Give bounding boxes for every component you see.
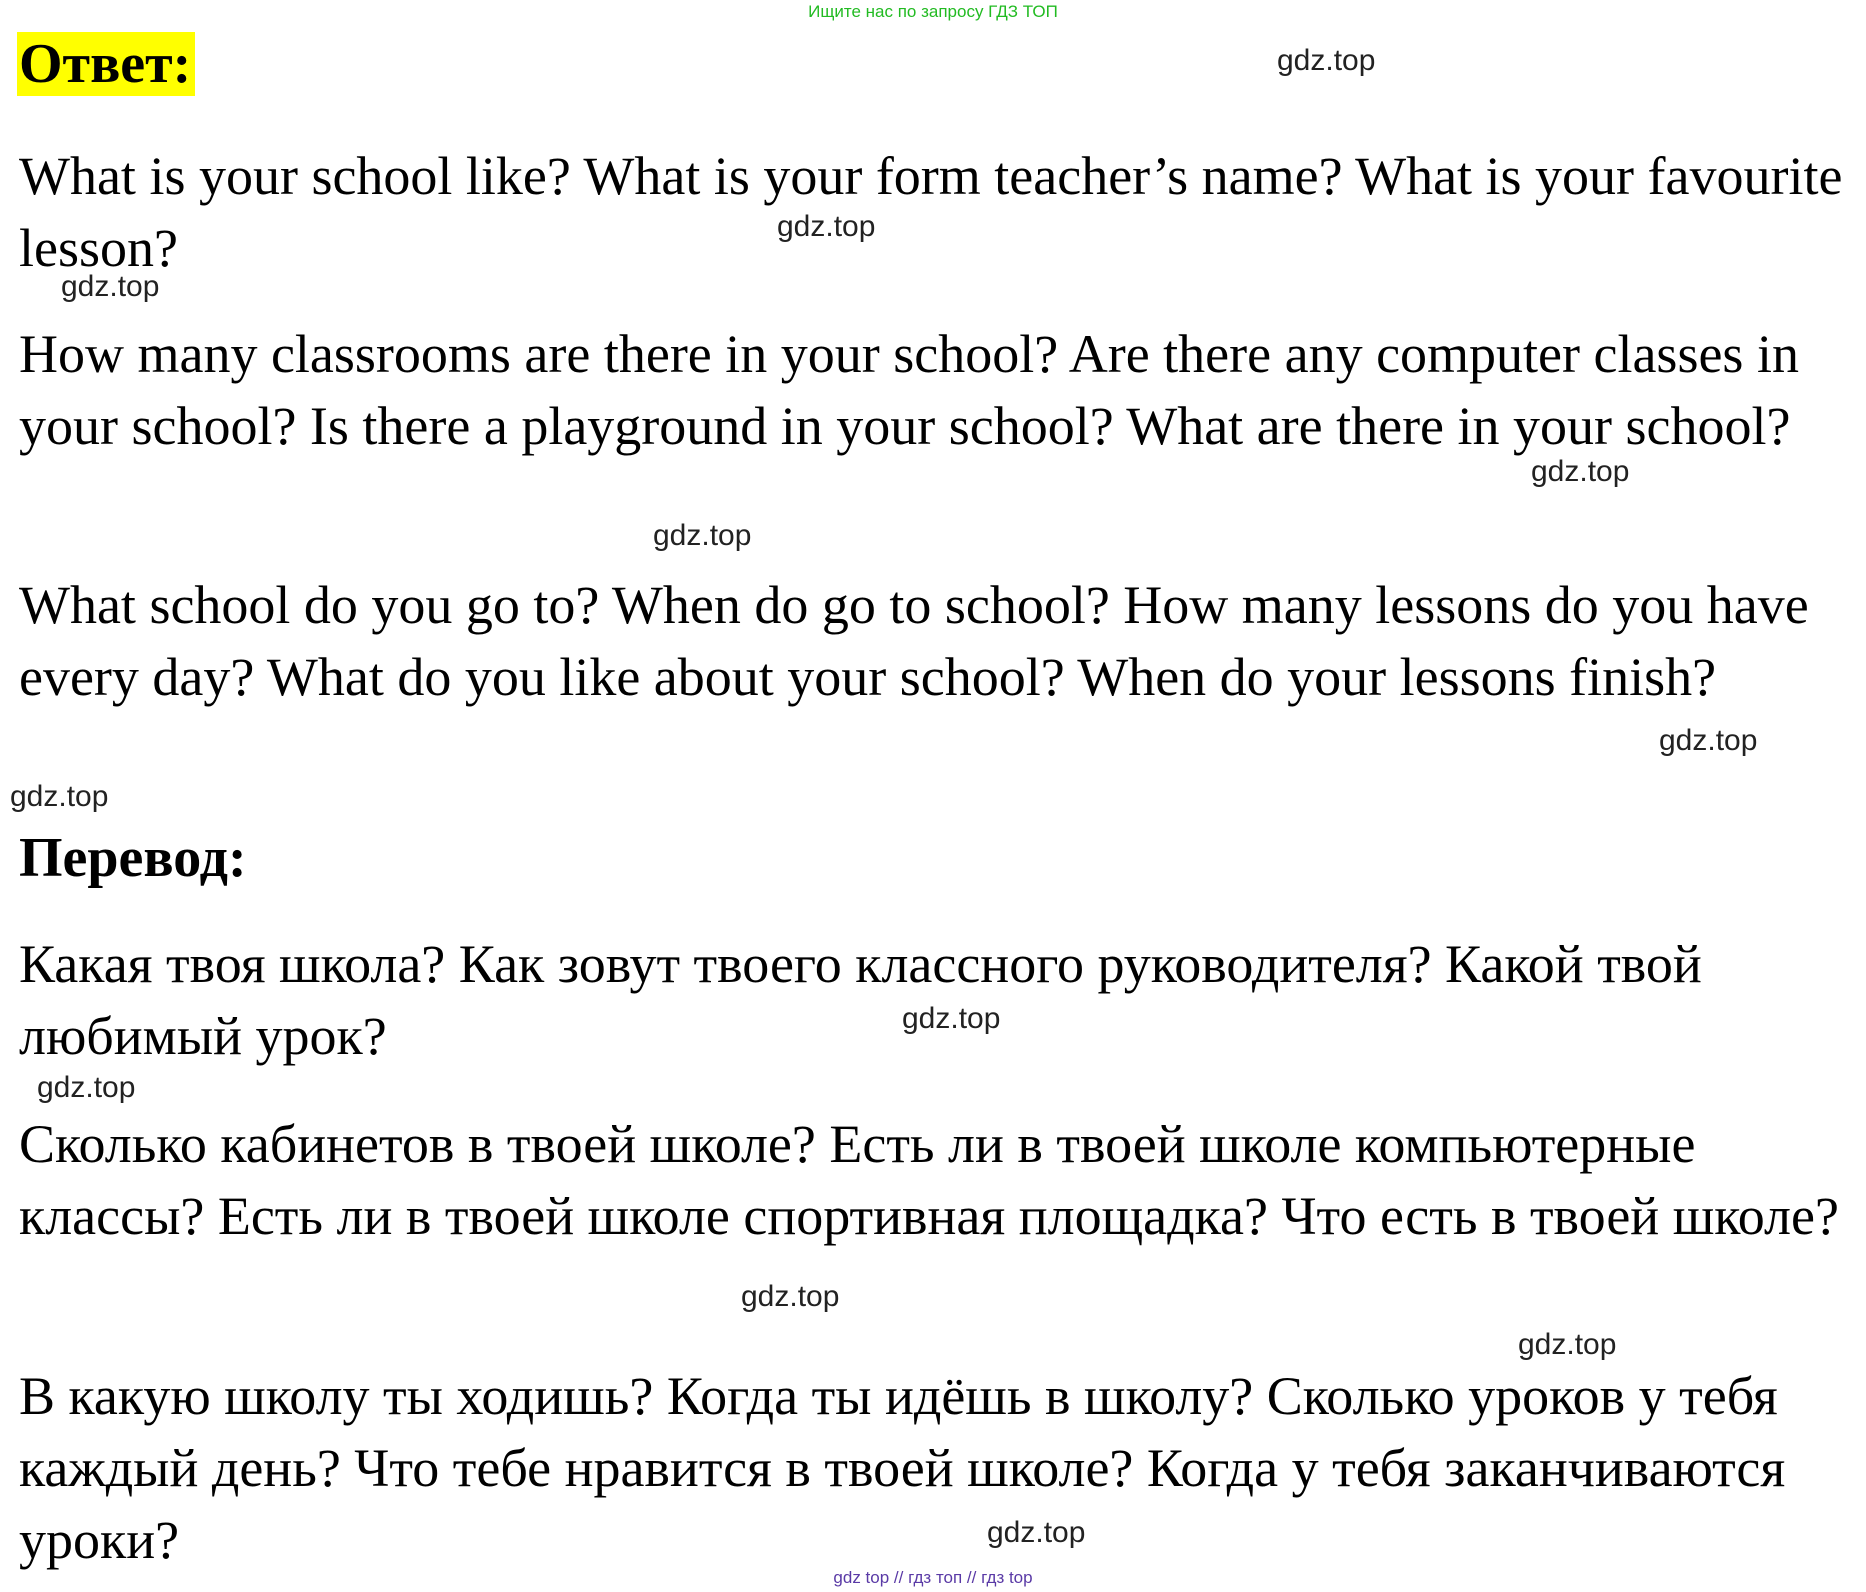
translation-heading: Перевод: <box>19 827 247 889</box>
watermark: gdz.top <box>902 1002 1001 1035</box>
watermark: gdz.top <box>1531 455 1630 488</box>
watermark: gdz.top <box>777 210 876 243</box>
watermark: gdz.top <box>10 780 109 813</box>
watermark: gdz.top <box>987 1516 1086 1549</box>
answer-paragraph-1: What is your school like? What is your form teacher’s name? What is your favourite lesson? <box>19 146 1843 278</box>
watermark: gdz.top <box>1277 44 1376 77</box>
watermark: gdz.top <box>37 1071 136 1104</box>
footer-links: gdz top // гдз топ // гдз top <box>833 1568 1033 1587</box>
answer-paragraph-3: What school do you go to? When do go to school? How many lessons do you have every day? What do you like about your school? When do your lessons finish? <box>19 575 1809 707</box>
watermark: gdz.top <box>653 519 752 552</box>
answer-heading: Ответ: <box>17 32 195 96</box>
translation-paragraph-2: Сколько кабинетов в твоей школе? Есть ли в твоей школе компьютерные классы? Есть ли в твоей школе спортивная площадка? Что есть в твоей школе? <box>19 1114 1839 1246</box>
watermark: gdz.top <box>1659 724 1758 757</box>
answer-paragraph-2: How many classrooms are there in your school? Are there any computer classes in your school? Is there a playground in your school? What are there in your school? <box>19 324 1799 456</box>
top-banner: Ищите нас по запросу ГДЗ ТОП <box>808 2 1058 21</box>
watermark: gdz.top <box>741 1280 840 1313</box>
watermark: gdz.top <box>1518 1328 1617 1361</box>
translation-paragraph-1: Какая твоя школа? Как зовут твоего классного руководителя? Какой твой любимый урок? <box>19 934 1702 1066</box>
watermark: gdz.top <box>61 270 160 303</box>
translation-paragraph-3: В какую школу ты ходишь? Когда ты идёшь в школу? Сколько уроков у тебя каждый день? Что тебе нравится в твоей школе? Когда у тебя заканчиваются уроки? <box>19 1366 1786 1570</box>
